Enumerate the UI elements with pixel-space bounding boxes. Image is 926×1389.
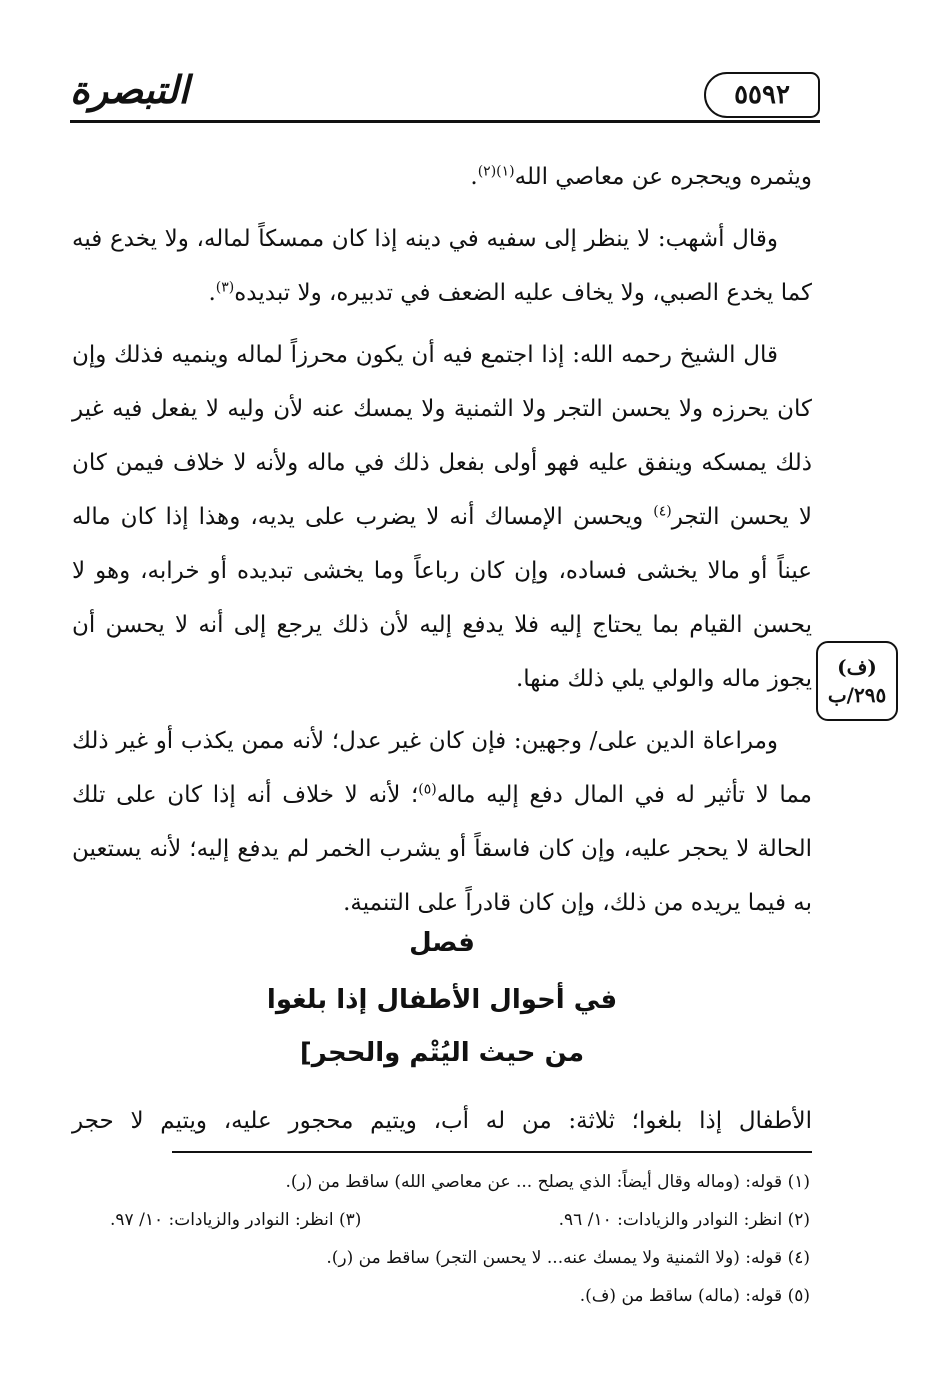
manuscript-margin-note: [816, 641, 898, 721]
footnote-4: (٤) قوله: (ولا الثمنية ولا يمسك عنه... لا يحسن التجر) ساقط من (ر).: [326, 1248, 810, 1268]
footnote-ref-5: (٥): [418, 781, 437, 798]
page-header: [70, 62, 820, 124]
main-text: [72, 150, 812, 930]
paragraph-2: [72, 212, 812, 320]
margin-note-line-1: (ف): [837, 655, 877, 679]
paragraph-2-end: .: [208, 280, 216, 306]
paragraph-2-text: وقال أشهب: لا ينظر إلى سفيه في دينه إذا كان ممسكاً لماله، ولا يخدع فيه كما يخدع الصبي، ولا يخاف عليه الضعف في تدبيره، ولا تبديده: [72, 226, 812, 306]
section-first-line: الأطفال إذا بلغوا؛ ثلاثة: من له أب، ويتيم محجور عليه، ويتيم لا حجر: [72, 1108, 812, 1134]
footnote-row-2-3: [110, 1201, 810, 1239]
paragraph-4-text-a: ومراعاة الدين على/ وجهين: فإن كان غير عدل؛ لأنه ممن يكذب أو غير ذلك مما لا تأثير له في المال دفع إليه ماله: [72, 728, 813, 808]
footnote-ref-4: (٤): [653, 503, 672, 520]
footnote-separator: [172, 1151, 812, 1153]
paragraph-3-text-a: قال الشيخ رحمه الله: إذا اجتمع فيه أن يكون محرزاً لماله وينميه فذلك وإن كان يحرزه ولا يحسن التجر ولا الثمنية ولا يمسك عنه لأن وليه لا يفعل فيه غير ذلك يمسكه وينفق عليه فهو أولى بفعل ذلك في ماله ولأنه لا خلاف فيمن كان لا يحسن التجر: [72, 342, 812, 530]
section-title: فصل: [409, 928, 475, 958]
footnote-3: (٣) انظر: النوادر والزيادات: ١٠/ ٩٧.: [110, 1210, 362, 1230]
paragraph-3-text-b: ويحسن الإمساك أنه لا يضرب على يديه، وهذا إذا كان ماله عيناً أو مالا يخشى فساده، وإن كان رباعاً وما يخشى تبديده أو خرابه، وهو لا يحسن القيام بما يحتاج إليه فلا يدفع إليه لأن ذلك يرجع إلى أنه لا يحسن أن يجوز ماله والولي يلي ذلك منها.: [72, 504, 812, 692]
paragraph-1-end: .: [470, 164, 478, 190]
paragraph-1-text: ويثمره ويحجره عن معاصي الله: [514, 164, 812, 190]
footnote-5: (٥) قوله: (ماله) ساقط من (ف).: [579, 1286, 810, 1306]
paragraph-1: [72, 150, 812, 204]
page-number-badge: ٥٥٩٢: [704, 72, 820, 118]
paragraph-4: [72, 714, 812, 930]
paragraph-3: [72, 328, 812, 706]
section-subtitle-2: من حيث اليُتْم والحجر]: [299, 1038, 585, 1068]
section-subtitle-1: في أحوال الأطفال إذا بلغوا: [266, 985, 618, 1015]
footnote-ref-3: (٣): [215, 279, 235, 296]
book-title: التبصرة: [70, 67, 189, 112]
footnotes: [110, 1163, 810, 1315]
footnote-ref-1-2: (١)(٢): [477, 163, 515, 180]
margin-note-line-2: ٢٩٥/ب: [827, 683, 887, 707]
paragraph-4-text-b: ؛ لأنه لا خلاف أنه إذا كان على تلك الحالة لا يحجر عليه، وإن كان فاسقاً أو يشرب الخمر لم يدفع إليه؛ لأنه يستعين به فيما يريده من ذلك، وإن كان قادراً على التنمية.: [72, 782, 812, 916]
header-rule: [70, 120, 820, 123]
footnote-2: (٢) انظر: النوادر والزيادات: ١٠/ ٩٦.: [558, 1210, 810, 1230]
footnote-1: (١) قوله: (وماله وقال أيضاً: الذي يصلح ... عن معاصي الله) ساقط من (ر).: [285, 1172, 810, 1192]
